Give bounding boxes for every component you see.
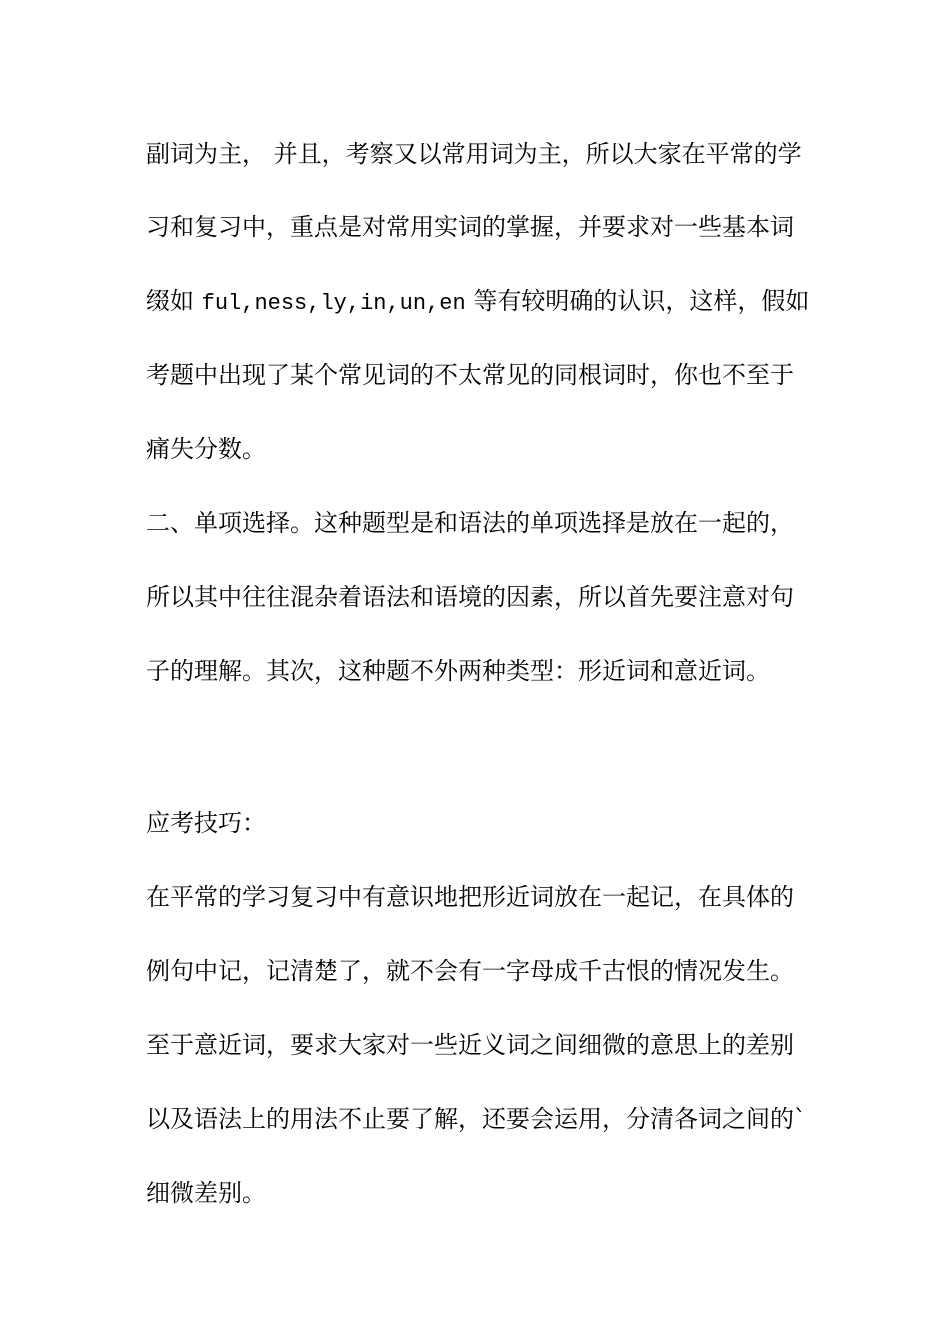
tips-heading: 应考技巧： (146, 809, 266, 837)
paragraph-line: 考题中出现了某个常见词的不太常见的同根词时，你也不至于 (146, 361, 794, 389)
paragraph-line: 在平常的学习复习中有意识地把形近词放在一起记，在具体的 (146, 883, 794, 911)
line-text-end: 等有较明确的认识，这样，假如 (473, 287, 810, 315)
paragraph-line: 细微差别。 (146, 1179, 266, 1207)
paragraph-line: 例句中记，记清楚了，就不会有一字母成千古恨的情况发生。 (146, 957, 794, 985)
paragraph-line: 习和复习中，重点是对常用实词的掌握，并要求对一些基本词 (146, 213, 794, 241)
paragraph-line: 子的理解。其次，这种题不外两种类型：形近词和意近词。 (146, 657, 770, 685)
paragraph-line: 痛失分数。 (146, 435, 266, 463)
paragraph-line-with-affixes (146, 286, 826, 319)
section-heading-line: 二、单项选择。这种题型是和语法的单项选择是放在一起的， (146, 509, 794, 537)
paragraph-line: 副词为主， 并且，考察又以常用词为主，所以大家在平常的学 (146, 140, 802, 168)
affix-list: ful,ness,ly,in,un,en (201, 291, 466, 316)
paragraph-line: 所以其中往往混杂着语法和语境的因素，所以首先要注意对句 (146, 583, 794, 611)
line-text-start: 缀如 (146, 287, 194, 315)
paragraph-line: 以及语法上的用法不止要了解，还要会运用，分清各词之间的` (146, 1105, 806, 1133)
paragraph-line: 至于意近词，要求大家对一些近义词之间细微的意思上的差别 (146, 1031, 794, 1059)
